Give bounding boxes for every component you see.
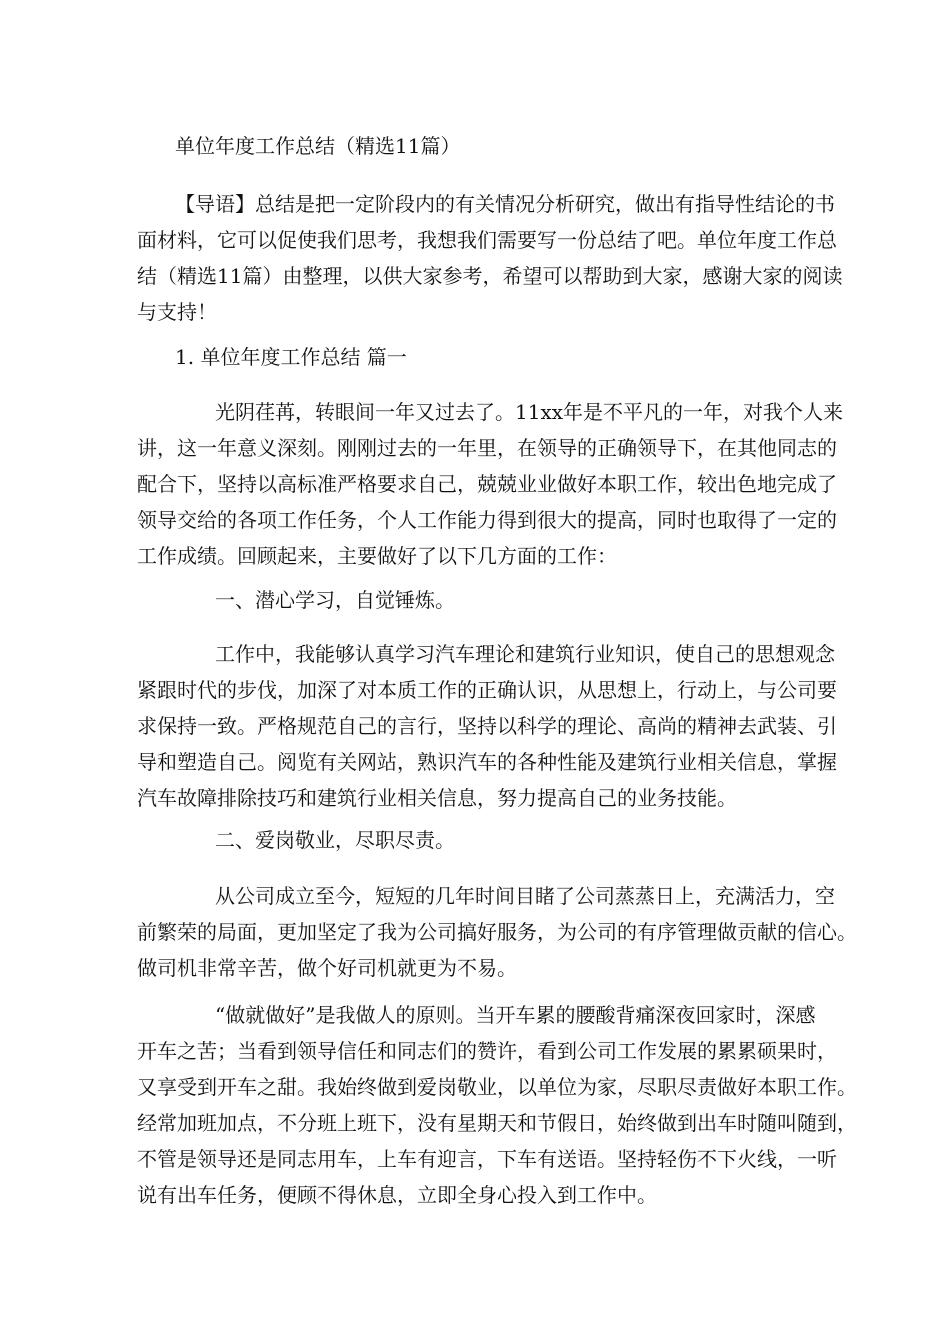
paragraph-4 [137,997,857,1213]
document-title: 单位年度工作总结（精选11篇） [175,134,461,158]
intro-line: 与支持！ [137,300,217,324]
intro-line: 【导语】总结是把一定阶段内的有关情况分析研究，做出有指导性结论的书 [175,192,835,216]
paragraph-line: 不管是领导还是同志用车，上车有迎言，下车有送语。坚持轻伤不下火线，一听 [137,1147,837,1171]
intro-line: 结（精选11篇）由整理，以供大家参考，希望可以帮助到大家，感谢大家的阅读 [137,264,843,288]
paragraph-line: 工作中，我能够认真学习汽车理论和建筑行业知识，使自己的思想观念 [215,642,835,666]
paragraph-line: 从公司成立至今，短短的几年时间目睹了公司蒸蒸日上，充满活力，空 [215,884,835,908]
paragraph-line: 求保持一致。严格规范自己的言行，坚持以科学的理论、高尚的精神去武装、引 [137,714,837,738]
paragraph-line: 说有出车任务，便顾不得休息，立即全身心投入到工作中。 [137,1183,657,1207]
paragraph-line: 讲，这一年意义深刻。刚刚过去的一年里，在领导的正确领导下，在其他同志的 [137,436,837,460]
paragraph-line: 经常加班加点，不分班上班下，没有星期天和节假日，始终做到出车时随叫随到， [137,1111,857,1135]
section-heading: 1. 单位年度工作总结 篇一 [175,345,407,369]
subheading-one: 一、潜心学习，自觉锤炼。 [215,588,455,612]
paragraph-line: 导和塑造自己。阅览有关网站，熟识汽车的各种性能及建筑行业相关信息，掌握 [137,750,837,774]
intro-paragraph [137,186,843,330]
paragraph-1 [137,394,844,574]
paragraph-line: 领导交给的各项工作任务，个人工作能力得到很大的提高，同时也取得了一定的 [137,508,837,532]
paragraph-3 [137,878,857,986]
paragraph-line: “做就做好”是我做人的原则。当开车累的腰酸背痛深夜回家时，深感 [215,1003,816,1027]
paragraph-line: 做司机非常辛苦，做个好司机就更为不易。 [137,956,517,980]
paragraph-line: 光阴荏苒，转眼间一年又过去了。11xx年是不平凡的一年，对我个人来 [215,400,844,424]
paragraph-line: 紧跟时代的步伐，加深了对本质工作的正确认识，从思想上，行动上，与公司要 [137,678,837,702]
paragraph-line: 工作成绩。回顾起来，主要做好了以下几方面的工作： [137,544,617,568]
paragraph-line: 配合下，坚持以高标准严格要求自己，兢兢业业做好本职工作，较出色地完成了 [137,472,837,496]
paragraph-2 [137,636,837,816]
paragraph-line: 开车之苦；当看到领导信任和同志们的赞许，看到公司工作发展的累累硕果时， [137,1039,837,1063]
paragraph-line: 前繁荣的局面，更加坚定了我为公司搞好服务，为公司的有序管理做贡献的信心。 [137,920,857,944]
subheading-two: 二、爱岗敬业，尽职尽责。 [215,828,455,852]
paragraph-line: 汽车故障排除技巧和建筑行业相关信息，努力提高自己的业务技能。 [137,786,737,810]
paragraph-line: 又享受到开车之甜。我始终做到爱岗敬业，以单位为家，尽职尽责做好本职工作。 [137,1075,857,1099]
intro-line: 面材料，它可以促使我们思考，我想我们需要写一份总结了吧。单位年度工作总 [137,228,837,252]
